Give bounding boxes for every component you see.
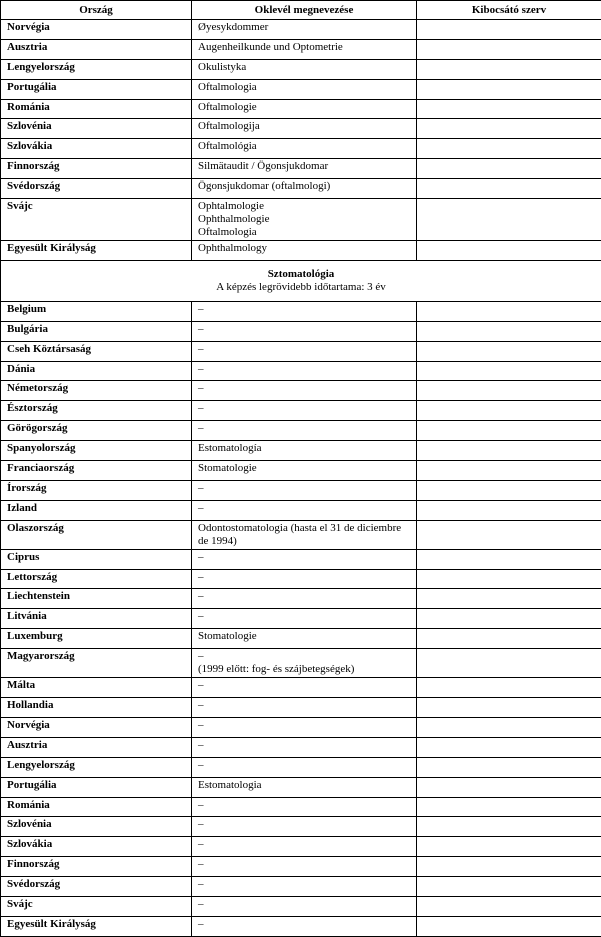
country-cell: Lettország	[1, 569, 192, 589]
table-row	[1, 79, 601, 99]
issuer-cell	[417, 737, 601, 757]
country-cell: Finnország	[1, 857, 192, 877]
issuer-cell	[417, 609, 601, 629]
diploma-cell: Ophthalmology	[192, 241, 417, 261]
country-cell: Izland	[1, 500, 192, 520]
diploma-cell: –	[192, 757, 417, 777]
issuer-cell	[417, 79, 601, 99]
issuer-cell	[417, 99, 601, 119]
section-row	[1, 260, 601, 301]
country-cell: Ausztria	[1, 39, 192, 59]
table-row	[1, 569, 601, 589]
country-cell: Szlovénia	[1, 119, 192, 139]
table-row	[1, 159, 601, 179]
issuer-cell	[417, 20, 601, 40]
diploma-cell: –	[192, 896, 417, 916]
issuer-cell	[417, 629, 601, 649]
country-cell: Liechtenstein	[1, 589, 192, 609]
table-row	[1, 717, 601, 737]
issuer-cell	[417, 817, 601, 837]
country-cell: Portugália	[1, 79, 192, 99]
country-cell: Hollandia	[1, 698, 192, 718]
issuer-cell	[417, 241, 601, 261]
diploma-cell: –	[192, 857, 417, 877]
issuer-cell	[417, 39, 601, 59]
diploma-cell: –	[192, 321, 417, 341]
section-subtitle: A képzés legrövidebb időtartama: 3 év	[7, 281, 595, 294]
country-cell: Litvánia	[1, 609, 192, 629]
country-cell: Portugália	[1, 777, 192, 797]
issuer-cell	[417, 341, 601, 361]
table-row	[1, 179, 601, 199]
country-cell: Svédország	[1, 877, 192, 897]
issuer-cell	[417, 421, 601, 441]
section-title: Sztomatológia	[7, 268, 595, 281]
table-row	[1, 139, 601, 159]
table-row	[1, 119, 601, 139]
country-cell: Írország	[1, 480, 192, 500]
country-cell: Spanyolország	[1, 441, 192, 461]
issuer-cell	[417, 569, 601, 589]
country-cell: Lengyelország	[1, 59, 192, 79]
diploma-cell: –	[192, 341, 417, 361]
diploma-cell: –	[192, 401, 417, 421]
country-cell: Ciprus	[1, 549, 192, 569]
table-row	[1, 757, 601, 777]
issuer-cell	[417, 837, 601, 857]
issuer-cell	[417, 678, 601, 698]
diploma-cell: –	[192, 301, 417, 321]
table-row	[1, 99, 601, 119]
country-cell: Málta	[1, 678, 192, 698]
country-cell: Bulgária	[1, 321, 192, 341]
diploma-cell: –	[192, 480, 417, 500]
issuer-cell	[417, 857, 601, 877]
country-cell: Egyesült Királyság	[1, 916, 192, 936]
table-row	[1, 301, 601, 321]
issuer-cell	[417, 480, 601, 500]
issuer-cell	[417, 139, 601, 159]
diploma-cell: Oftalmologie	[192, 99, 417, 119]
table-row	[1, 857, 601, 877]
issuer-cell	[417, 179, 601, 199]
issuer-cell	[417, 520, 601, 549]
issuer-cell	[417, 549, 601, 569]
table-row	[1, 401, 601, 421]
diploma-cell: –	[192, 678, 417, 698]
diploma-cell: Stomatologie	[192, 629, 417, 649]
diploma-cell: Oftalmológia	[192, 139, 417, 159]
issuer-cell	[417, 896, 601, 916]
table-row	[1, 896, 601, 916]
stomatology-rows	[1, 301, 601, 936]
diploma-cell: Ögonsjukdomar (oftalmologi)	[192, 179, 417, 199]
table-row	[1, 629, 601, 649]
diploma-cell: – (1999 előtt: fog- és szájbetegségek)	[192, 649, 417, 678]
issuer-cell	[417, 797, 601, 817]
country-cell: Szlovákia	[1, 139, 192, 159]
diploma-cell: Silmätaudit / Ögonsjukdomar	[192, 159, 417, 179]
issuer-cell	[417, 441, 601, 461]
table-row	[1, 381, 601, 401]
table-row	[1, 609, 601, 629]
diploma-cell: –	[192, 877, 417, 897]
country-cell: Franciaország	[1, 461, 192, 481]
header-row	[1, 1, 601, 20]
issuer-cell	[417, 301, 601, 321]
diploma-cell: –	[192, 698, 417, 718]
table-row	[1, 698, 601, 718]
diploma-cell: –	[192, 737, 417, 757]
diploma-cell: –	[192, 837, 417, 857]
issuer-cell	[417, 321, 601, 341]
country-cell: Finnország	[1, 159, 192, 179]
country-cell: Dánia	[1, 361, 192, 381]
table-row	[1, 589, 601, 609]
country-cell: Németország	[1, 381, 192, 401]
diploma-cell: Stomatologie	[192, 461, 417, 481]
table-row	[1, 361, 601, 381]
ophthalmology-rows	[1, 20, 601, 261]
diploma-cell: –	[192, 421, 417, 441]
diploma-cell: –	[192, 381, 417, 401]
country-cell: Észtország	[1, 401, 192, 421]
diploma-cell: Øyesykdommer	[192, 20, 417, 40]
country-cell: Románia	[1, 797, 192, 817]
diploma-cell: –	[192, 609, 417, 629]
country-cell: Magyarország	[1, 649, 192, 678]
issuer-cell	[417, 401, 601, 421]
table-row	[1, 837, 601, 857]
country-cell: Ausztria	[1, 737, 192, 757]
header-issuer: Kibocsátó szerv	[417, 1, 601, 20]
diploma-cell: Estomatología	[192, 441, 417, 461]
table-row	[1, 461, 601, 481]
issuer-cell	[417, 916, 601, 936]
country-cell: Cseh Köztársaság	[1, 341, 192, 361]
table-row	[1, 341, 601, 361]
table-row	[1, 817, 601, 837]
diploma-cell: Odontostomatologia (hasta el 31 de diciembre de 1994)	[192, 520, 417, 549]
issuer-cell	[417, 59, 601, 79]
table-row	[1, 797, 601, 817]
country-cell: Luxemburg	[1, 629, 192, 649]
issuer-cell	[417, 199, 601, 241]
diploma-cell: –	[192, 797, 417, 817]
diploma-cell: –	[192, 549, 417, 569]
issuer-cell	[417, 589, 601, 609]
country-cell: Szlovénia	[1, 817, 192, 837]
table-row	[1, 678, 601, 698]
country-cell: Svédország	[1, 179, 192, 199]
country-cell: Románia	[1, 99, 192, 119]
country-cell: Egyesült Királyság	[1, 241, 192, 261]
table-row	[1, 59, 601, 79]
table-row	[1, 480, 601, 500]
country-cell: Svájc	[1, 199, 192, 241]
header-country: Ország	[1, 1, 192, 20]
diploma-cell: Augenheilkunde und Optometrie	[192, 39, 417, 59]
country-cell: Svájc	[1, 896, 192, 916]
country-cell: Norvégia	[1, 717, 192, 737]
table-row	[1, 549, 601, 569]
table-row	[1, 441, 601, 461]
diploma-cell: –	[192, 361, 417, 381]
diploma-cell: Ophtalmologie Ophthalmologie Oftalmologia	[192, 199, 417, 241]
issuer-cell	[417, 500, 601, 520]
table-row	[1, 39, 601, 59]
issuer-cell	[417, 159, 601, 179]
table-row	[1, 20, 601, 40]
diploma-cell: –	[192, 717, 417, 737]
table-row	[1, 916, 601, 936]
section-header	[1, 260, 601, 301]
diploma-cell: Okulistyka	[192, 59, 417, 79]
country-cell: Szlovákia	[1, 837, 192, 857]
issuer-cell	[417, 777, 601, 797]
table-row	[1, 520, 601, 549]
table-row	[1, 199, 601, 241]
country-cell: Belgium	[1, 301, 192, 321]
issuer-cell	[417, 717, 601, 737]
table-row	[1, 777, 601, 797]
section-cell	[1, 260, 601, 301]
table-row	[1, 421, 601, 441]
table-row	[1, 500, 601, 520]
table-row	[1, 321, 601, 341]
issuer-cell	[417, 877, 601, 897]
header-diploma: Oklevél megnevezése	[192, 1, 417, 20]
country-cell: Lengyelország	[1, 757, 192, 777]
table-row	[1, 241, 601, 261]
diploma-cell: Oftalmologia	[192, 79, 417, 99]
table-row	[1, 737, 601, 757]
issuer-cell	[417, 119, 601, 139]
issuer-cell	[417, 381, 601, 401]
diploma-cell: Estomatologia	[192, 777, 417, 797]
country-cell: Norvégia	[1, 20, 192, 40]
diploma-cell: –	[192, 817, 417, 837]
diploma-cell: –	[192, 569, 417, 589]
country-cell: Görögország	[1, 421, 192, 441]
issuer-cell	[417, 361, 601, 381]
table-row	[1, 649, 601, 678]
country-cell: Olaszország	[1, 520, 192, 549]
diploma-cell: –	[192, 916, 417, 936]
table-row	[1, 877, 601, 897]
issuer-cell	[417, 757, 601, 777]
issuer-cell	[417, 461, 601, 481]
issuer-cell	[417, 649, 601, 678]
diploma-cell: –	[192, 589, 417, 609]
issuer-cell	[417, 698, 601, 718]
diploma-cell: –	[192, 500, 417, 520]
diploma-cell: Oftalmologija	[192, 119, 417, 139]
